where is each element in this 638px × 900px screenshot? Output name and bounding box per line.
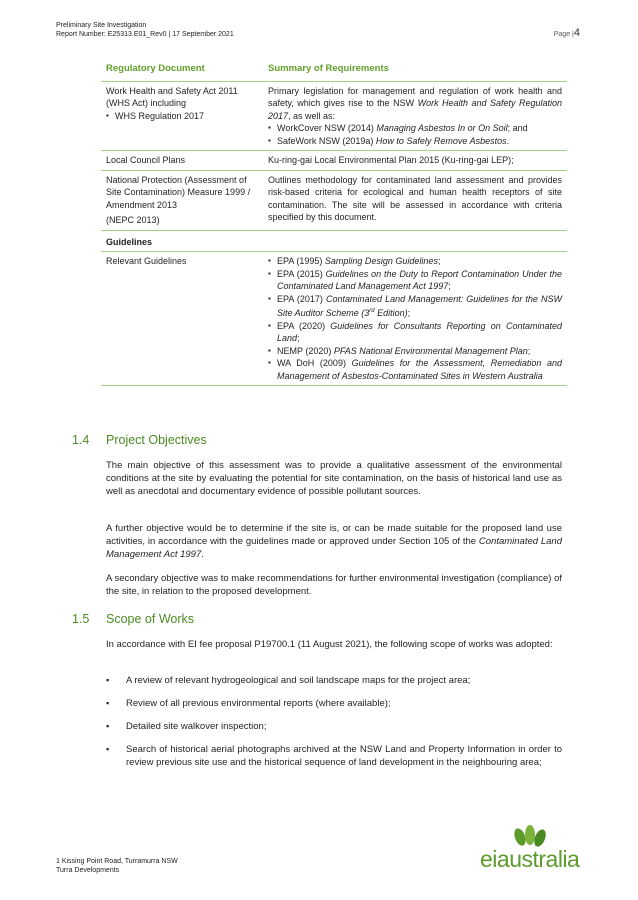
paragraph: A further objective would be to determine if the site is, or can be made suitable for the proposed land use activities, in accordance with the guidelines made or approved under Section 105 of the Contaminated Land Management Act 1997. (106, 523, 563, 560)
list-item: ▪ EPA (1995) Sampling Design Guidelines; (268, 255, 562, 268)
list-item: ▪ SafeWork NSW (2019a) How to Safely Remove Asbestos. (268, 135, 562, 148)
section-number: 1.4 (72, 433, 90, 447)
section-title: Scope of Works (106, 612, 195, 626)
guidelines-heading-row (101, 230, 567, 252)
list-item: ▪ EPA (2017) Contaminated Land Management: Guidelines for the NSW Site Auditor Scheme (3rd Edition); (268, 293, 562, 320)
section-number: 1.5 (72, 612, 90, 626)
paragraph: The main objective of this assessment was to provide a qualitative assessment of the environmental conditions at the site by evaluating the potential for site contamination, on the basis of historical land use as well as anecdotal and documentary evidence of possible pollutant sources. (106, 460, 562, 497)
scope-list (106, 674, 562, 779)
table-row (101, 252, 567, 386)
table-header-row (101, 58, 567, 81)
report-title: Preliminary Site Investigation (56, 22, 147, 29)
list-item: ▪ NEMP (2020) PFAS National Environmental Management Plan; (268, 345, 562, 358)
report-number: Report Number: E25313.E01_Rev0 | 17 September 2021 (56, 31, 234, 38)
table-cell: Relevant Guidelines (101, 252, 263, 386)
col-header-document: Regulatory Document (101, 58, 263, 81)
guidelines-heading: Guidelines (101, 230, 567, 252)
section-heading (72, 433, 207, 447)
section-heading (72, 612, 194, 626)
page-header (56, 21, 234, 39)
table-cell (263, 252, 567, 386)
list-item: ▪ Review of all previous environmental reports (where available); (106, 697, 562, 710)
doc-name: Work Health and Safety Act 2011 (WHS Act) including (106, 85, 238, 108)
regulatory-table (101, 58, 567, 386)
list-item: ▪ A review of relevant hydrogeological and soil landscape maps for the project area; (106, 674, 562, 687)
section-title: Project Objectives (106, 433, 207, 447)
paragraph: A secondary objective was to make recommendations for further environmental investigation (compliance) of the site, in relation to the proposed development. (106, 573, 562, 597)
table-cell (101, 81, 263, 151)
doc-name: National Protection (Assessment of Site Contamination) Measure 1999 / Amendment 2013 (106, 174, 251, 210)
list-item: ▪ WA DoH (2009) Guidelines for the Assessment, Remediation and Management of Asbestos-Contaminated Sites in Western Australia (268, 357, 562, 382)
paragraph: In accordance with EI fee proposal P19700.1 (11 August 2021), the following scope of works was adopted: (106, 639, 553, 650)
table-row (101, 151, 567, 171)
table-row (101, 170, 567, 230)
table-cell: Ku-ring-gai Local Environmental Plan 2015 (Ku-ring-gai LEP); (263, 151, 567, 171)
table-cell: Outlines methodology for contaminated land assessment and provides risk-based criteria for ecological and human health receptors of site contamination. The site will be assessed in accordance with criteria specified by this document. (263, 170, 567, 230)
col-header-summary: Summary of Requirements (263, 58, 567, 81)
bullet-list (268, 122, 562, 147)
doc-abbrev: (NEPC 2013) (106, 215, 160, 225)
page-number (554, 27, 580, 39)
list-item: ▪ EPA (2015) Guidelines on the Duty to Report Contamination Under the Contaminated Land Management Act 1997; (268, 268, 562, 293)
guidelines-list (268, 255, 562, 382)
list-item: ▪ EPA (2020) Guidelines for Consultants Reporting on Contaminated Land; (268, 320, 562, 345)
list-item: ▪ WHS Regulation 2017 (106, 110, 258, 123)
site-address: 1 Kissing Point Road, Turramurra NSW (56, 858, 178, 865)
table-cell (101, 170, 263, 230)
table-row (101, 81, 567, 151)
list-item: ▪ Detailed site walkover inspection; (106, 720, 562, 733)
company-logo: eiaustralia (480, 846, 580, 872)
page-footer (56, 857, 178, 875)
bullet-list (106, 110, 258, 123)
page-label: Page | (553, 31, 574, 38)
table-cell (263, 81, 567, 151)
list-item: ▪ Search of historical aerial photographs archived at the NSW Land and Property Information in order to review previous site use and the historical sequence of land development in the neighbouring area; (106, 743, 562, 769)
client-name: Turra Developments (56, 867, 120, 874)
summary-text: Primary legislation for management and regulation of work health and safety, which gives rise to the NSW Work Health and Safety Regulation 2017, as well as: (268, 85, 562, 121)
table-cell: Local Council Plans (101, 151, 263, 171)
page-number-value: 4 (573, 27, 580, 39)
list-item: ▪ WorkCover NSW (2014) Managing Asbestos In or On Soil; and (268, 122, 562, 135)
